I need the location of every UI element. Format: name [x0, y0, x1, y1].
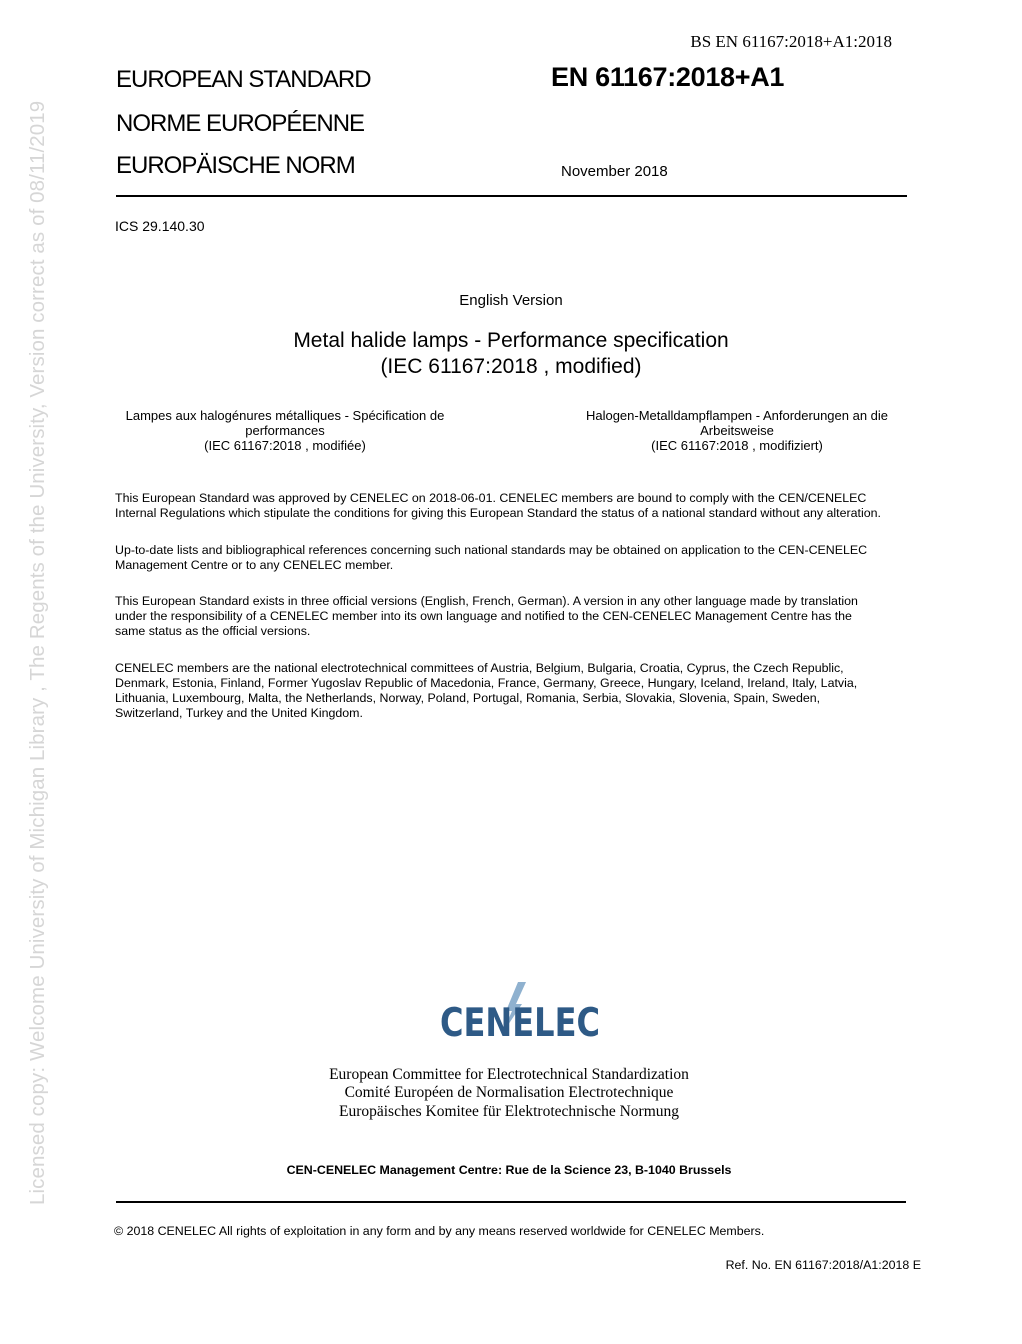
versions-paragraph [115, 594, 910, 639]
french-title-line: performances [245, 423, 325, 438]
organization-name-german: Europäisches Komitee für Elektrotechnische Normung [338, 1103, 680, 1120]
header-divider [116, 195, 907, 197]
paragraph-line: Switzerland, Turkey and the United Kingdom. [115, 706, 363, 720]
organization-name-french: Comité Européen de Normalisation Electrotechnique [344, 1084, 674, 1101]
title-line-1: Metal halide lamps - Performance specification [293, 329, 729, 352]
paragraph-line: Internal Regulations which stipulate the conditions for giving this European Standard the status of a national standard without any alteration. [115, 506, 881, 520]
german-title-line: (IEC 61167:2018 , modifiziert) [651, 438, 823, 453]
cenelec-logo [432, 980, 608, 1052]
ics-code: ICS 29.140.30 [115, 218, 205, 234]
document-title [0, 328, 1022, 380]
publication-date: November 2018 [561, 163, 668, 180]
title-line-2: (IEC 61167:2018 , modified) [380, 355, 642, 378]
approval-paragraph [115, 491, 910, 521]
standard-name-english: EUROPEAN STANDARD [116, 66, 371, 93]
paragraph-line: under the responsibility of a CENELEC member into its own language and notified to the CEN-CENELEC Management Centre has the [115, 609, 852, 623]
management-centre-address: CEN-CENELEC Management Centre: Rue de la Science 23, B-1040 Brussels [286, 1163, 732, 1177]
german-title [567, 408, 907, 453]
references-paragraph [115, 543, 910, 573]
language-version: English Version [459, 292, 563, 309]
german-title-line: Arbeitsweise [700, 423, 774, 438]
organization-name-english: European Committee for Electrotechnical Standardization [329, 1066, 689, 1083]
doc-reference-header: BS EN 61167:2018+A1:2018 [690, 32, 892, 51]
logo-wordmark: CENELEC [440, 1001, 600, 1046]
standard-number: EN 61167:2018+A1 [551, 62, 785, 92]
license-watermark: Licensed copy: Welcome University of Michigan Library , The Regents of the University, Version correct as of 08/11/2019 [26, 100, 49, 1205]
paragraph-line: Denmark, Estonia, Finland, Former Yugoslav Republic of Macedonia, France, Germany, Greece, Hungary, Iceland, Ireland, Italy, Latvia, [115, 676, 858, 690]
paragraph-line: same status as the official versions. [115, 624, 311, 638]
paragraph-line: This European Standard exists in three official versions (English, French, German). A version in any other language made by translation [115, 594, 858, 608]
members-paragraph [115, 661, 910, 721]
reference-number: Ref. No. EN 61167:2018/A1:2018 E [725, 1258, 921, 1272]
german-title-line: Halogen-Metalldampflampen - Anforderungen an die [585, 408, 889, 423]
footer-divider [116, 1201, 906, 1203]
paragraph-line: Up-to-date lists and bibliographical references concerning such national standards may be obtained on application to the CEN-CENELEC [115, 543, 868, 557]
french-title-line: Lampes aux halogénures métalliques - Spécification de [125, 408, 445, 423]
paragraph-line: Management Centre or to any CENELEC member. [115, 558, 394, 572]
copyright-notice: © 2018 CENELEC All rights of exploitation in any form and by any means reserved worldwide for CENELEC Members. [114, 1224, 765, 1238]
french-title-line: (IEC 61167:2018 , modifiée) [204, 438, 366, 453]
paragraph-line: Lithuania, Luxembourg, Malta, the Netherlands, Norway, Poland, Portugal, Romania, Serbia, Slovakia, Slovenia, Spain, Sweden, [115, 691, 821, 705]
standard-name-german: EUROPÄISCHE NORM [116, 152, 355, 179]
paragraph-line: CENELEC members are the national electrotechnical committees of Austria, Belgium, Bulgaria, Croatia, Cyprus, the Czech Republic, [115, 661, 844, 675]
french-title [115, 408, 455, 453]
standard-name-french: NORME EUROPÉENNE [116, 110, 365, 137]
paragraph-line: This European Standard was approved by CENELEC on 2018-06-01. CENELEC members are bound to comply with the CEN/CENELEC [115, 491, 867, 505]
